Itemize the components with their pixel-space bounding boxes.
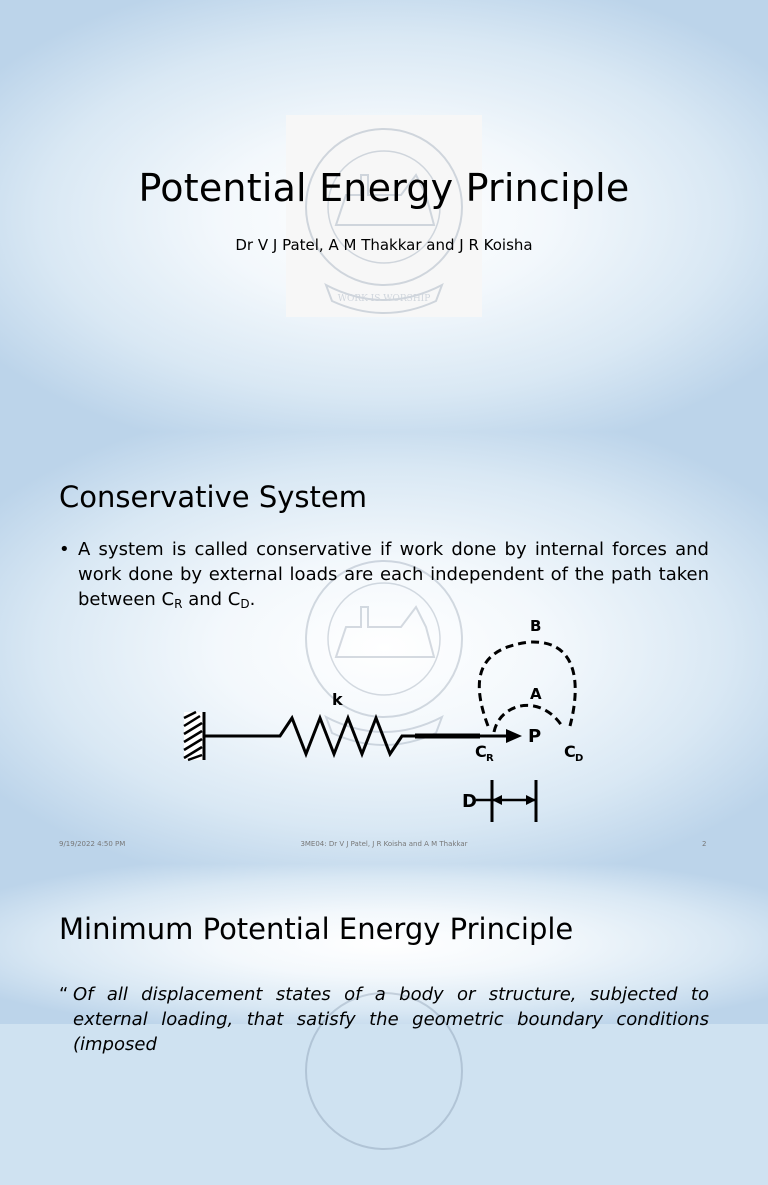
footer-date: 9/19/2022 4:50 PM — [59, 840, 126, 848]
label-cr: C — [475, 742, 487, 761]
bullet-text: A system is called conservative if work done by internal forces and work done by external loads are each independent of the path taken between $C_R$ and $C_D$. — [78, 539, 709, 611]
label-b: B — [530, 617, 542, 635]
quote-text: Of all displacement states of a body or structure, subjected to external loading, that satisfy the geometric boundary conditions (imposed — [73, 984, 709, 1055]
label-cd-sub: D — [575, 753, 584, 764]
university-seal-watermark — [286, 115, 482, 317]
presentation-title: Potential Energy Principle — [138, 166, 630, 210]
label-cd: C — [564, 742, 576, 761]
seal-motto: WORK IS WORSHIP — [337, 294, 431, 304]
label-k: k — [332, 690, 343, 709]
footer-course: 3ME04: Dr V J Patel, J R Koisha and A M Thakkar — [300, 840, 468, 848]
presentation-authors: Dr V J Patel, A M Thakkar and J R Koisha — [235, 236, 533, 254]
label-d: D — [462, 791, 477, 812]
slide-heading: Minimum Potential Energy Principle — [59, 912, 574, 946]
slide-minimum-potential-energy — [0, 864, 768, 1055]
spring-path-diagram — [170, 608, 610, 828]
principle-quote — [59, 982, 709, 1057]
slide-conservative-system — [0, 432, 768, 864]
title-slide — [0, 0, 768, 432]
footer-page-number: 2 — [702, 840, 707, 848]
fixed-wall-icon — [184, 712, 204, 760]
label-cr-sub: R — [486, 753, 494, 764]
bullet-point — [59, 537, 709, 612]
label-a: A — [530, 685, 542, 703]
label-p: P — [528, 726, 542, 747]
bullet-icon: • — [59, 539, 70, 560]
quote-mark: “ — [59, 984, 69, 1005]
slide-heading: Conservative System — [59, 480, 367, 514]
path-b — [479, 642, 575, 726]
dimension-d — [462, 780, 536, 822]
